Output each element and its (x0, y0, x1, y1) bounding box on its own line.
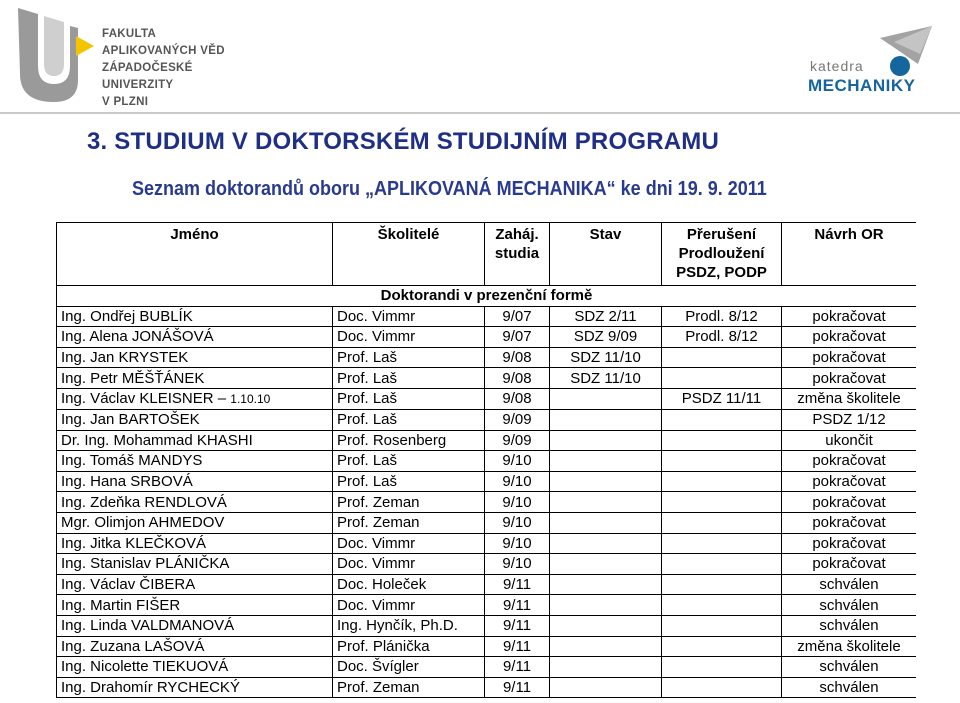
cell-start: 9/07 (485, 306, 550, 327)
cell-proposal: pokračovat (782, 533, 917, 554)
cell-start: 9/11 (485, 615, 550, 636)
faculty-name-line: V PLZNI (102, 96, 149, 108)
cell-name (57, 388, 333, 409)
header-proposal: Návrh OR (782, 223, 917, 286)
table-row (57, 595, 917, 616)
cell-name: Ing. Zuzana LAŠOVÁ (57, 636, 333, 657)
cell-proposal: PSDZ 1/12 (782, 409, 917, 430)
cell-interruption: Prodl. 8/12 (662, 327, 782, 348)
header-name: Jméno (57, 223, 333, 286)
cell-status (550, 492, 662, 513)
department-label-big: MECHANIKY (808, 76, 916, 95)
faculty-name-line: ZÁPADOČESKÉ (102, 62, 193, 74)
cell-supervisor: Prof. Laš (333, 471, 485, 492)
cell-supervisor: Prof. Zeman (333, 492, 485, 513)
table-row (57, 533, 917, 554)
cell-status (550, 512, 662, 533)
cell-start: 9/09 (485, 430, 550, 451)
header-supervisor: Školitelé (333, 223, 485, 286)
cell-status (550, 451, 662, 472)
cell-status: SDZ 11/10 (550, 347, 662, 368)
cell-proposal: pokračovat (782, 368, 917, 389)
table-row (57, 388, 917, 409)
table-row (57, 554, 917, 575)
cell-supervisor: Prof. Laš (333, 368, 485, 389)
cell-supervisor: Prof. Rosenberg (333, 430, 485, 451)
cell-interruption (662, 657, 782, 678)
cell-start: 9/11 (485, 574, 550, 595)
cell-name: Ing. Nicolette TIEKUOVÁ (57, 657, 333, 678)
table-row (57, 327, 917, 348)
cell-status: SDZ 2/11 (550, 306, 662, 327)
cell-start: 9/07 (485, 327, 550, 348)
cell-status: SDZ 9/09 (550, 327, 662, 348)
cell-supervisor: Doc. Vimmr (333, 595, 485, 616)
department-label-small: katedra (810, 58, 864, 74)
student-name: Ing. Václav KLEISNER – (61, 389, 227, 407)
cell-interruption (662, 409, 782, 430)
cell-proposal: pokračovat (782, 554, 917, 575)
cell-interruption: PSDZ 11/11 (662, 388, 782, 409)
cell-supervisor: Prof. Laš (333, 409, 485, 430)
cell-start: 9/10 (485, 492, 550, 513)
cell-status (550, 574, 662, 595)
cell-start: 9/09 (485, 409, 550, 430)
cell-proposal: pokračovat (782, 451, 917, 472)
cell-proposal: změna školitele (782, 388, 917, 409)
slide-header (0, 0, 960, 112)
cell-status (550, 533, 662, 554)
table-header-row (57, 223, 917, 286)
section-row (57, 286, 917, 307)
cell-name: Ing. Zdeňka RENDLOVÁ (57, 492, 333, 513)
section-label: Doktorandi v prezenční formě (57, 286, 917, 307)
cell-start: 9/11 (485, 677, 550, 698)
cell-supervisor: Prof. Zeman (333, 677, 485, 698)
cell-status (550, 471, 662, 492)
cell-name: Ing. Petr MĚŠŤÁNEK (57, 368, 333, 389)
header-interruption-line2: Prodloužení (678, 245, 765, 262)
table-row (57, 409, 917, 430)
cell-interruption (662, 677, 782, 698)
header-interruption-line1: Přerušení (686, 226, 757, 243)
cell-start: 9/10 (485, 512, 550, 533)
cell-status (550, 677, 662, 698)
cell-proposal: schválen (782, 574, 917, 595)
cell-start: 9/11 (485, 657, 550, 678)
cell-name: Ing. Linda VALDMANOVÁ (57, 615, 333, 636)
cell-supervisor: Prof. Laš (333, 388, 485, 409)
cell-name: Ing. Tomáš MANDYS (57, 451, 333, 472)
cell-proposal: pokračovat (782, 347, 917, 368)
cell-proposal: pokračovat (782, 512, 917, 533)
cell-status (550, 430, 662, 451)
cell-name: Ing. Alena JONÁŠOVÁ (57, 327, 333, 348)
table-row (57, 636, 917, 657)
cell-name: Ing. Jan KRYSTEK (57, 347, 333, 368)
cell-supervisor: Doc. Holeček (333, 574, 485, 595)
header-start-line2: studia (494, 245, 540, 262)
cell-status: SDZ 11/10 (550, 368, 662, 389)
faculty-name-line: UNIVERZITY (102, 79, 174, 91)
cell-proposal: schválen (782, 595, 917, 616)
cell-status (550, 657, 662, 678)
table-row (57, 574, 917, 595)
header-start (485, 223, 550, 286)
faculty-name-line: APLIKOVANÝCH VĚD (102, 45, 225, 57)
table-row (57, 471, 917, 492)
department-logo (808, 24, 948, 100)
cell-supervisor: Doc. Vimmr (333, 533, 485, 554)
table-row (57, 451, 917, 472)
faculty-name (102, 26, 225, 111)
department-logo-icon (874, 24, 934, 76)
cell-status (550, 409, 662, 430)
doctoral-students-table (56, 222, 916, 703)
table-row (57, 306, 917, 327)
cell-interruption (662, 533, 782, 554)
cell-interruption (662, 430, 782, 451)
cell-name: Mgr. Olimjon AHMEDOV (57, 512, 333, 533)
faculty-logo (14, 4, 225, 108)
cell-name: Ing. Martin FIŠER (57, 595, 333, 616)
cell-supervisor: Prof. Zeman (333, 512, 485, 533)
table-row (57, 512, 917, 533)
cell-status (550, 615, 662, 636)
cell-name: Ing. Jitka KLEČKOVÁ (57, 533, 333, 554)
header-interruption (662, 223, 782, 286)
cell-start: 9/08 (485, 368, 550, 389)
header-interruption-line3: PSDZ, PODP (676, 264, 767, 281)
cell-supervisor: Ing. Hynčík, Ph.D. (333, 615, 485, 636)
cell-name: Ing. Drahomír RYCHECKÝ (57, 677, 333, 698)
cell-interruption (662, 615, 782, 636)
table-row (57, 657, 917, 678)
cell-interruption (662, 368, 782, 389)
cell-supervisor: Prof. Laš (333, 451, 485, 472)
table-row (57, 677, 917, 698)
cell-interruption (662, 595, 782, 616)
cell-start: 9/08 (485, 388, 550, 409)
header-start-line1: Zaháj. (495, 226, 539, 243)
cell-interruption: Prodl. 8/12 (662, 306, 782, 327)
cell-status (550, 554, 662, 575)
cell-proposal: pokračovat (782, 306, 917, 327)
cell-interruption (662, 636, 782, 657)
slide-title: 3. STUDIUM V DOKTORSKÉM STUDIJNÍM PROGRAMU (87, 128, 719, 155)
cell-proposal: změna školitele (782, 636, 917, 657)
table-row (57, 430, 917, 451)
cell-status (550, 388, 662, 409)
cell-name: Ing. Ondřej BUBLÍK (57, 306, 333, 327)
cell-status (550, 595, 662, 616)
cell-proposal: schválen (782, 657, 917, 678)
cell-name: Ing. Stanislav PLÁNIČKA (57, 554, 333, 575)
student-name-note: 1.10.10 (230, 391, 271, 406)
table-row (57, 615, 917, 636)
cell-supervisor: Doc. Vimmr (333, 554, 485, 575)
header-status: Stav (550, 223, 662, 286)
cell-interruption (662, 347, 782, 368)
cell-supervisor: Doc. Vimmr (333, 306, 485, 327)
cell-start: 9/08 (485, 347, 550, 368)
table-row (57, 492, 917, 513)
cell-start: 9/10 (485, 554, 550, 575)
cell-name: Ing. Hana SRBOVÁ (57, 471, 333, 492)
cell-name: Ing. Jan BARTOŠEK (57, 409, 333, 430)
cell-proposal: ukončit (782, 430, 917, 451)
faculty-logo-icon (14, 4, 100, 108)
cell-start: 9/11 (485, 636, 550, 657)
cell-proposal: pokračovat (782, 492, 917, 513)
cell-start: 9/10 (485, 451, 550, 472)
cell-proposal: schválen (782, 615, 917, 636)
header-divider (0, 112, 960, 114)
cell-supervisor: Prof. Laš (333, 347, 485, 368)
faculty-name-line: FAKULTA (102, 28, 157, 40)
cell-proposal: pokračovat (782, 327, 917, 348)
cell-start: 9/11 (485, 595, 550, 616)
table-row (57, 347, 917, 368)
cell-proposal: schválen (782, 677, 917, 698)
cell-interruption (662, 554, 782, 575)
cell-interruption (662, 471, 782, 492)
cell-status (550, 636, 662, 657)
cell-start: 9/10 (485, 533, 550, 554)
cell-name: Dr. Ing. Mohammad KHASHI (57, 430, 333, 451)
cell-supervisor: Doc. Vimmr (333, 327, 485, 348)
cell-interruption (662, 574, 782, 595)
cell-interruption (662, 492, 782, 513)
cell-supervisor: Prof. Plánička (333, 636, 485, 657)
cell-proposal: pokračovat (782, 471, 917, 492)
cell-interruption (662, 512, 782, 533)
cell-name: Ing. Václav ČIBERA (57, 574, 333, 595)
cell-interruption (662, 451, 782, 472)
cell-supervisor: Doc. Švígler (333, 657, 485, 678)
cell-start: 9/10 (485, 471, 550, 492)
table-row (57, 368, 917, 389)
slide-subtitle: Seznam doktorandů oboru „APLIKOVANÁ MECHANIKA“ ke dni 19. 9. 2011 (132, 178, 767, 200)
